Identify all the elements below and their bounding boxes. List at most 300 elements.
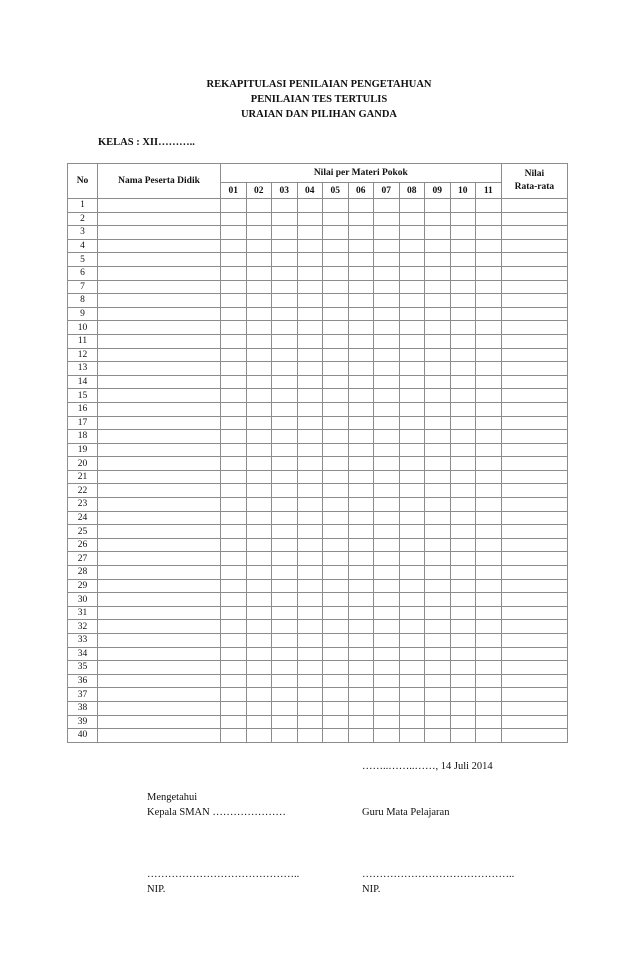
score-cell-04[interactable]: [297, 402, 323, 416]
score-cell-01[interactable]: [221, 443, 247, 457]
student-name-cell[interactable]: [98, 552, 221, 566]
score-cell-03[interactable]: [272, 307, 298, 321]
score-cell-11[interactable]: [476, 634, 502, 648]
score-cell-10[interactable]: [450, 634, 476, 648]
score-cell-04[interactable]: [297, 443, 323, 457]
average-cell[interactable]: [501, 525, 568, 539]
score-cell-03[interactable]: [272, 389, 298, 403]
score-cell-08[interactable]: [399, 593, 425, 607]
score-cell-07[interactable]: [374, 253, 400, 267]
score-cell-09[interactable]: [425, 362, 451, 376]
score-cell-07[interactable]: [374, 239, 400, 253]
score-cell-03[interactable]: [272, 552, 298, 566]
score-cell-11[interactable]: [476, 253, 502, 267]
score-cell-03[interactable]: [272, 620, 298, 634]
score-cell-08[interactable]: [399, 457, 425, 471]
score-cell-05[interactable]: [323, 511, 349, 525]
score-cell-09[interactable]: [425, 606, 451, 620]
score-cell-09[interactable]: [425, 552, 451, 566]
score-cell-11[interactable]: [476, 525, 502, 539]
score-cell-07[interactable]: [374, 566, 400, 580]
score-cell-08[interactable]: [399, 470, 425, 484]
score-cell-04[interactable]: [297, 294, 323, 308]
student-name-cell[interactable]: [98, 484, 221, 498]
score-cell-02[interactable]: [246, 661, 272, 675]
student-name-cell[interactable]: [98, 266, 221, 280]
score-cell-01[interactable]: [221, 701, 247, 715]
score-cell-08[interactable]: [399, 253, 425, 267]
score-cell-07[interactable]: [374, 593, 400, 607]
score-cell-05[interactable]: [323, 647, 349, 661]
score-cell-03[interactable]: [272, 566, 298, 580]
student-name-cell[interactable]: [98, 538, 221, 552]
score-cell-11[interactable]: [476, 647, 502, 661]
score-cell-07[interactable]: [374, 470, 400, 484]
score-cell-06[interactable]: [348, 566, 374, 580]
score-cell-05[interactable]: [323, 579, 349, 593]
score-cell-08[interactable]: [399, 307, 425, 321]
average-cell[interactable]: [501, 266, 568, 280]
score-cell-07[interactable]: [374, 402, 400, 416]
average-cell[interactable]: [501, 321, 568, 335]
score-cell-09[interactable]: [425, 375, 451, 389]
score-cell-10[interactable]: [450, 674, 476, 688]
score-cell-08[interactable]: [399, 375, 425, 389]
average-cell[interactable]: [501, 375, 568, 389]
score-cell-06[interactable]: [348, 266, 374, 280]
score-cell-06[interactable]: [348, 416, 374, 430]
score-cell-08[interactable]: [399, 226, 425, 240]
score-cell-09[interactable]: [425, 661, 451, 675]
score-cell-08[interactable]: [399, 416, 425, 430]
score-cell-02[interactable]: [246, 389, 272, 403]
score-cell-02[interactable]: [246, 334, 272, 348]
score-cell-02[interactable]: [246, 634, 272, 648]
score-cell-09[interactable]: [425, 715, 451, 729]
score-cell-06[interactable]: [348, 593, 374, 607]
score-cell-03[interactable]: [272, 525, 298, 539]
score-cell-02[interactable]: [246, 266, 272, 280]
score-cell-03[interactable]: [272, 266, 298, 280]
score-cell-08[interactable]: [399, 443, 425, 457]
score-cell-06[interactable]: [348, 674, 374, 688]
average-cell[interactable]: [501, 239, 568, 253]
score-cell-07[interactable]: [374, 348, 400, 362]
score-cell-04[interactable]: [297, 552, 323, 566]
score-cell-06[interactable]: [348, 253, 374, 267]
score-cell-06[interactable]: [348, 321, 374, 335]
score-cell-01[interactable]: [221, 212, 247, 226]
score-cell-04[interactable]: [297, 470, 323, 484]
score-cell-04[interactable]: [297, 661, 323, 675]
average-cell[interactable]: [501, 552, 568, 566]
score-cell-02[interactable]: [246, 620, 272, 634]
score-cell-01[interactable]: [221, 525, 247, 539]
score-cell-02[interactable]: [246, 688, 272, 702]
score-cell-03[interactable]: [272, 199, 298, 213]
score-cell-03[interactable]: [272, 212, 298, 226]
score-cell-08[interactable]: [399, 294, 425, 308]
score-cell-04[interactable]: [297, 430, 323, 444]
score-cell-01[interactable]: [221, 457, 247, 471]
score-cell-11[interactable]: [476, 701, 502, 715]
score-cell-02[interactable]: [246, 457, 272, 471]
score-cell-05[interactable]: [323, 307, 349, 321]
average-cell[interactable]: [501, 647, 568, 661]
score-cell-05[interactable]: [323, 321, 349, 335]
score-cell-08[interactable]: [399, 321, 425, 335]
average-cell[interactable]: [501, 457, 568, 471]
student-name-cell[interactable]: [98, 416, 221, 430]
student-name-cell[interactable]: [98, 375, 221, 389]
score-cell-11[interactable]: [476, 348, 502, 362]
score-cell-03[interactable]: [272, 593, 298, 607]
average-cell[interactable]: [501, 729, 568, 743]
score-cell-09[interactable]: [425, 226, 451, 240]
score-cell-01[interactable]: [221, 552, 247, 566]
score-cell-01[interactable]: [221, 715, 247, 729]
score-cell-11[interactable]: [476, 593, 502, 607]
score-cell-10[interactable]: [450, 416, 476, 430]
score-cell-09[interactable]: [425, 239, 451, 253]
score-cell-07[interactable]: [374, 538, 400, 552]
score-cell-03[interactable]: [272, 715, 298, 729]
score-cell-01[interactable]: [221, 484, 247, 498]
score-cell-06[interactable]: [348, 239, 374, 253]
score-cell-06[interactable]: [348, 606, 374, 620]
score-cell-06[interactable]: [348, 729, 374, 743]
score-cell-02[interactable]: [246, 566, 272, 580]
score-cell-07[interactable]: [374, 280, 400, 294]
average-cell[interactable]: [501, 253, 568, 267]
score-cell-09[interactable]: [425, 307, 451, 321]
score-cell-09[interactable]: [425, 566, 451, 580]
score-cell-07[interactable]: [374, 661, 400, 675]
score-cell-07[interactable]: [374, 226, 400, 240]
score-cell-02[interactable]: [246, 647, 272, 661]
score-cell-03[interactable]: [272, 253, 298, 267]
average-cell[interactable]: [501, 511, 568, 525]
score-cell-07[interactable]: [374, 362, 400, 376]
score-cell-10[interactable]: [450, 307, 476, 321]
score-cell-06[interactable]: [348, 199, 374, 213]
score-cell-06[interactable]: [348, 348, 374, 362]
score-cell-04[interactable]: [297, 321, 323, 335]
score-cell-08[interactable]: [399, 525, 425, 539]
score-cell-05[interactable]: [323, 389, 349, 403]
score-cell-04[interactable]: [297, 715, 323, 729]
score-cell-06[interactable]: [348, 334, 374, 348]
score-cell-02[interactable]: [246, 470, 272, 484]
student-name-cell[interactable]: [98, 620, 221, 634]
score-cell-01[interactable]: [221, 729, 247, 743]
score-cell-04[interactable]: [297, 647, 323, 661]
score-cell-11[interactable]: [476, 443, 502, 457]
score-cell-01[interactable]: [221, 321, 247, 335]
average-cell[interactable]: [501, 389, 568, 403]
score-cell-06[interactable]: [348, 498, 374, 512]
score-cell-10[interactable]: [450, 470, 476, 484]
score-cell-02[interactable]: [246, 606, 272, 620]
score-cell-07[interactable]: [374, 525, 400, 539]
score-cell-02[interactable]: [246, 253, 272, 267]
score-cell-09[interactable]: [425, 294, 451, 308]
score-cell-09[interactable]: [425, 199, 451, 213]
score-cell-01[interactable]: [221, 674, 247, 688]
score-cell-02[interactable]: [246, 321, 272, 335]
score-cell-08[interactable]: [399, 674, 425, 688]
score-cell-09[interactable]: [425, 701, 451, 715]
score-cell-05[interactable]: [323, 280, 349, 294]
score-cell-04[interactable]: [297, 566, 323, 580]
score-cell-07[interactable]: [374, 375, 400, 389]
score-cell-01[interactable]: [221, 239, 247, 253]
score-cell-03[interactable]: [272, 294, 298, 308]
score-cell-01[interactable]: [221, 688, 247, 702]
score-cell-01[interactable]: [221, 266, 247, 280]
score-cell-03[interactable]: [272, 647, 298, 661]
score-cell-06[interactable]: [348, 538, 374, 552]
score-cell-07[interactable]: [374, 647, 400, 661]
score-cell-06[interactable]: [348, 470, 374, 484]
score-cell-10[interactable]: [450, 226, 476, 240]
score-cell-03[interactable]: [272, 443, 298, 457]
score-cell-06[interactable]: [348, 402, 374, 416]
score-cell-07[interactable]: [374, 266, 400, 280]
score-cell-04[interactable]: [297, 593, 323, 607]
student-name-cell[interactable]: [98, 212, 221, 226]
score-cell-10[interactable]: [450, 375, 476, 389]
score-cell-10[interactable]: [450, 715, 476, 729]
score-cell-05[interactable]: [323, 606, 349, 620]
score-cell-03[interactable]: [272, 334, 298, 348]
student-name-cell[interactable]: [98, 647, 221, 661]
score-cell-11[interactable]: [476, 457, 502, 471]
student-name-cell[interactable]: [98, 294, 221, 308]
score-cell-04[interactable]: [297, 620, 323, 634]
student-name-cell[interactable]: [98, 253, 221, 267]
score-cell-09[interactable]: [425, 579, 451, 593]
score-cell-05[interactable]: [323, 674, 349, 688]
score-cell-11[interactable]: [476, 430, 502, 444]
score-cell-11[interactable]: [476, 402, 502, 416]
score-cell-08[interactable]: [399, 498, 425, 512]
average-cell[interactable]: [501, 199, 568, 213]
score-cell-11[interactable]: [476, 321, 502, 335]
score-cell-06[interactable]: [348, 525, 374, 539]
score-cell-02[interactable]: [246, 294, 272, 308]
score-cell-10[interactable]: [450, 701, 476, 715]
score-cell-07[interactable]: [374, 606, 400, 620]
score-cell-10[interactable]: [450, 294, 476, 308]
score-cell-11[interactable]: [476, 280, 502, 294]
score-cell-09[interactable]: [425, 647, 451, 661]
score-cell-08[interactable]: [399, 634, 425, 648]
score-cell-08[interactable]: [399, 647, 425, 661]
score-cell-05[interactable]: [323, 498, 349, 512]
score-cell-01[interactable]: [221, 280, 247, 294]
score-cell-11[interactable]: [476, 334, 502, 348]
score-cell-05[interactable]: [323, 430, 349, 444]
score-cell-01[interactable]: [221, 606, 247, 620]
score-cell-02[interactable]: [246, 579, 272, 593]
score-cell-09[interactable]: [425, 525, 451, 539]
score-cell-10[interactable]: [450, 606, 476, 620]
score-cell-03[interactable]: [272, 661, 298, 675]
score-cell-05[interactable]: [323, 484, 349, 498]
score-cell-01[interactable]: [221, 470, 247, 484]
score-cell-04[interactable]: [297, 525, 323, 539]
score-cell-03[interactable]: [272, 579, 298, 593]
score-cell-01[interactable]: [221, 579, 247, 593]
score-cell-03[interactable]: [272, 321, 298, 335]
score-cell-10[interactable]: [450, 348, 476, 362]
student-name-cell[interactable]: [98, 199, 221, 213]
score-cell-05[interactable]: [323, 199, 349, 213]
score-cell-04[interactable]: [297, 266, 323, 280]
score-cell-10[interactable]: [450, 593, 476, 607]
score-cell-08[interactable]: [399, 729, 425, 743]
average-cell[interactable]: [501, 484, 568, 498]
score-cell-02[interactable]: [246, 416, 272, 430]
score-cell-01[interactable]: [221, 294, 247, 308]
student-name-cell[interactable]: [98, 525, 221, 539]
score-cell-05[interactable]: [323, 566, 349, 580]
score-cell-11[interactable]: [476, 715, 502, 729]
score-cell-01[interactable]: [221, 566, 247, 580]
score-cell-03[interactable]: [272, 701, 298, 715]
score-cell-08[interactable]: [399, 199, 425, 213]
score-cell-08[interactable]: [399, 348, 425, 362]
score-cell-02[interactable]: [246, 212, 272, 226]
score-cell-02[interactable]: [246, 701, 272, 715]
score-cell-04[interactable]: [297, 674, 323, 688]
score-cell-11[interactable]: [476, 389, 502, 403]
score-cell-11[interactable]: [476, 212, 502, 226]
score-cell-10[interactable]: [450, 266, 476, 280]
average-cell[interactable]: [501, 688, 568, 702]
score-cell-10[interactable]: [450, 321, 476, 335]
score-cell-04[interactable]: [297, 634, 323, 648]
average-cell[interactable]: [501, 402, 568, 416]
score-cell-06[interactable]: [348, 620, 374, 634]
score-cell-05[interactable]: [323, 362, 349, 376]
score-cell-06[interactable]: [348, 362, 374, 376]
score-cell-02[interactable]: [246, 307, 272, 321]
score-cell-01[interactable]: [221, 634, 247, 648]
score-cell-05[interactable]: [323, 294, 349, 308]
score-cell-11[interactable]: [476, 239, 502, 253]
score-cell-01[interactable]: [221, 334, 247, 348]
score-cell-05[interactable]: [323, 443, 349, 457]
score-cell-02[interactable]: [246, 729, 272, 743]
average-cell[interactable]: [501, 579, 568, 593]
average-cell[interactable]: [501, 498, 568, 512]
score-cell-08[interactable]: [399, 701, 425, 715]
score-cell-07[interactable]: [374, 389, 400, 403]
score-cell-09[interactable]: [425, 430, 451, 444]
score-cell-05[interactable]: [323, 552, 349, 566]
score-cell-11[interactable]: [476, 294, 502, 308]
score-cell-08[interactable]: [399, 620, 425, 634]
score-cell-10[interactable]: [450, 430, 476, 444]
score-cell-08[interactable]: [399, 484, 425, 498]
score-cell-08[interactable]: [399, 566, 425, 580]
score-cell-02[interactable]: [246, 199, 272, 213]
score-cell-07[interactable]: [374, 430, 400, 444]
score-cell-10[interactable]: [450, 239, 476, 253]
score-cell-08[interactable]: [399, 579, 425, 593]
student-name-cell[interactable]: [98, 715, 221, 729]
average-cell[interactable]: [501, 280, 568, 294]
student-name-cell[interactable]: [98, 362, 221, 376]
score-cell-07[interactable]: [374, 634, 400, 648]
student-name-cell[interactable]: [98, 579, 221, 593]
score-cell-01[interactable]: [221, 348, 247, 362]
student-name-cell[interactable]: [98, 443, 221, 457]
score-cell-03[interactable]: [272, 402, 298, 416]
score-cell-09[interactable]: [425, 280, 451, 294]
score-cell-10[interactable]: [450, 389, 476, 403]
student-name-cell[interactable]: [98, 280, 221, 294]
score-cell-04[interactable]: [297, 348, 323, 362]
student-name-cell[interactable]: [98, 321, 221, 335]
score-cell-10[interactable]: [450, 199, 476, 213]
student-name-cell[interactable]: [98, 729, 221, 743]
score-cell-07[interactable]: [374, 498, 400, 512]
score-cell-10[interactable]: [450, 498, 476, 512]
score-cell-07[interactable]: [374, 321, 400, 335]
score-cell-11[interactable]: [476, 375, 502, 389]
score-cell-01[interactable]: [221, 226, 247, 240]
score-cell-04[interactable]: [297, 498, 323, 512]
student-name-cell[interactable]: [98, 226, 221, 240]
average-cell[interactable]: [501, 470, 568, 484]
score-cell-03[interactable]: [272, 226, 298, 240]
score-cell-07[interactable]: [374, 334, 400, 348]
score-cell-02[interactable]: [246, 484, 272, 498]
score-cell-04[interactable]: [297, 280, 323, 294]
score-cell-10[interactable]: [450, 402, 476, 416]
score-cell-05[interactable]: [323, 334, 349, 348]
score-cell-03[interactable]: [272, 498, 298, 512]
score-cell-10[interactable]: [450, 566, 476, 580]
score-cell-07[interactable]: [374, 674, 400, 688]
score-cell-09[interactable]: [425, 348, 451, 362]
score-cell-11[interactable]: [476, 470, 502, 484]
score-cell-06[interactable]: [348, 212, 374, 226]
student-name-cell[interactable]: [98, 674, 221, 688]
score-cell-07[interactable]: [374, 484, 400, 498]
score-cell-09[interactable]: [425, 688, 451, 702]
score-cell-06[interactable]: [348, 688, 374, 702]
score-cell-05[interactable]: [323, 620, 349, 634]
score-cell-09[interactable]: [425, 443, 451, 457]
score-cell-08[interactable]: [399, 606, 425, 620]
score-cell-01[interactable]: [221, 253, 247, 267]
score-cell-05[interactable]: [323, 253, 349, 267]
score-cell-05[interactable]: [323, 266, 349, 280]
score-cell-10[interactable]: [450, 552, 476, 566]
score-cell-10[interactable]: [450, 280, 476, 294]
student-name-cell[interactable]: [98, 389, 221, 403]
score-cell-01[interactable]: [221, 661, 247, 675]
score-cell-04[interactable]: [297, 239, 323, 253]
score-cell-10[interactable]: [450, 484, 476, 498]
student-name-cell[interactable]: [98, 239, 221, 253]
score-cell-01[interactable]: [221, 498, 247, 512]
student-name-cell[interactable]: [98, 334, 221, 348]
